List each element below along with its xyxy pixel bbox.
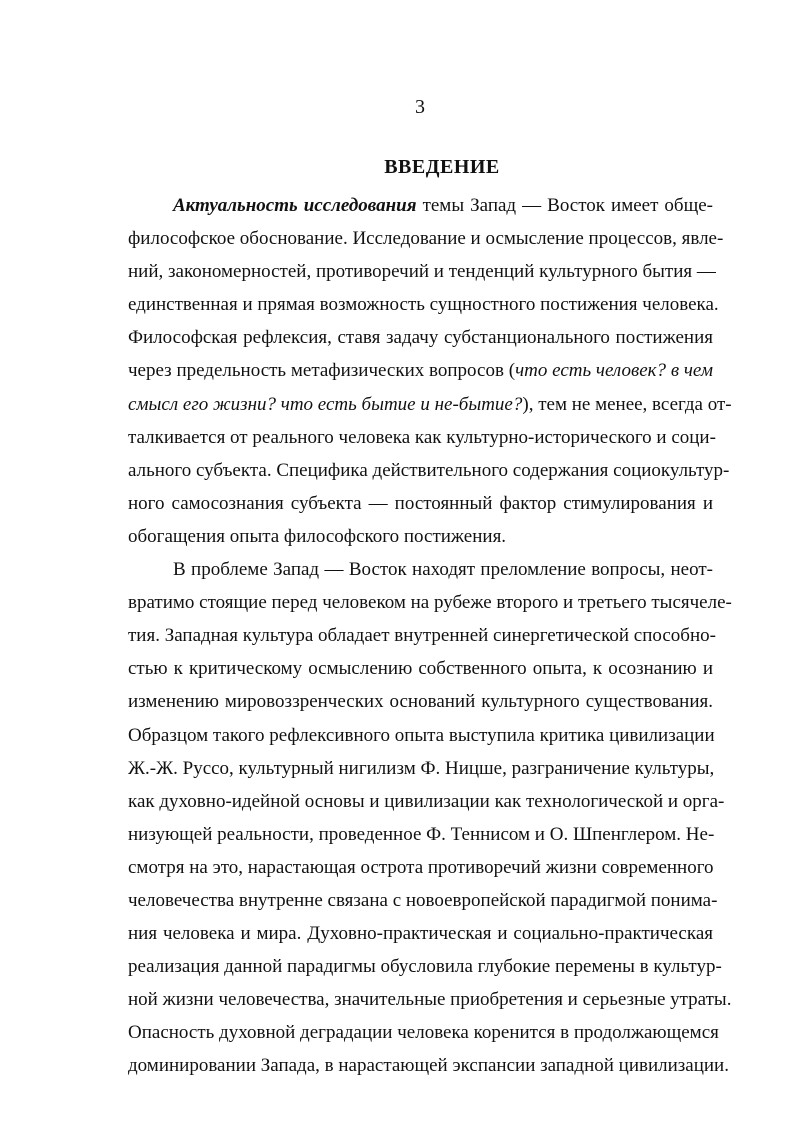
text-line: философское обоснование. Исследование и осмысление процессов, явле- — [128, 228, 724, 250]
text-line: обогащения опыта философского постижения. — [128, 525, 507, 547]
text-line: ния человека и мира. Духовно-практическая и социально-практическая — [128, 923, 713, 945]
text-line: как духовно-идейной основы и цивилизации как технологической и орга- — [128, 790, 725, 812]
page-number: 3 — [415, 96, 425, 118]
text-line: реализация данной парадигмы обусловила глубокие перемены в культур- — [128, 956, 722, 978]
text-line: Ж.-Ж. Руссо, культурный нигилизм Ф. Ницше, разграничение культуры, — [128, 757, 715, 779]
text-fragment: ), тем не менее, всегда от- — [522, 393, 732, 415]
text-line: талкивается от реального человека как культурно-исторического и соци- — [128, 426, 716, 448]
text-line: Философская рефлексия, ставя задачу субстанционального постижения — [128, 327, 713, 349]
italic-fragment: смысл его жизни? что есть бытие и не-бытие? — [128, 393, 523, 415]
text-line: изменению мировоззренческих оснований культурного существования. — [128, 691, 713, 713]
paragraph-2 — [128, 553, 732, 1083]
text-line: стью к критическому осмыслению собственного опыта, к осознанию и — [128, 658, 713, 680]
paragraph-1 — [128, 189, 732, 553]
italic-fragment: что есть человек? в чем — [515, 360, 714, 382]
text-line: смотря на это, нарастающая острота противоречий жизни современного — [128, 856, 714, 878]
section-heading: ВВЕДЕНИЕ — [384, 156, 500, 178]
text-line — [128, 189, 713, 222]
text-fragment: через предельность метафизических вопросов ( — [128, 360, 516, 382]
text-line: Опасность духовной деградации человека коренится в продолжающемся — [128, 1022, 719, 1044]
text-line: Образцом такого рефлексивного опыта выступила критика цивилизации — [128, 724, 715, 746]
text-line: ной жизни человечества, значительные приобретения и серьезные утраты. — [128, 989, 732, 1011]
text-line: человечества внутренне связана с новоевропейской парадигмой понима- — [128, 889, 718, 911]
text-line: единственная и прямая возможность сущностного постижения человека. — [128, 294, 719, 316]
text-line: доминировании Запада, в нарастающей экспансии западной цивилизации. — [128, 1055, 729, 1077]
text-fragment: темы Запад — Восток имеет обще- — [416, 195, 713, 216]
text-line: низующей реальности, проведенное Ф. Теннисом и О. Шпенглером. Не- — [128, 823, 715, 845]
body-text — [128, 189, 732, 1083]
text-line: тия. Западная культура обладает внутренней синергетической способно- — [128, 625, 716, 647]
text-line: ний, закономерностей, противоречий и тенденций культурного бытия — — [128, 261, 716, 283]
text-line: вратимо стоящие перед человеком на рубеже второго и третьего тысячеле- — [128, 592, 732, 614]
text-line — [128, 354, 713, 387]
text-line — [128, 388, 732, 421]
emphasis-term: Актуальность исследования — [173, 195, 417, 216]
text-line: ного самосознания субъекта — постоянный фактор стимулирования и — [128, 492, 713, 514]
text-line: ального субъекта. Специфика действительного содержания социокультур- — [128, 459, 730, 481]
text-line: В проблеме Запад — Восток находят преломление вопросы, неот- — [173, 559, 713, 581]
